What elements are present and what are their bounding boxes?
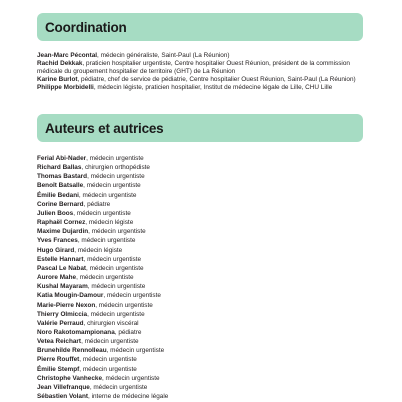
author-entry bbox=[37, 191, 364, 200]
person-name: Raphaël Cornez bbox=[37, 219, 86, 227]
person-name: Pascal Le Nabat bbox=[37, 264, 87, 272]
coordination-entry bbox=[37, 76, 364, 84]
person-name: Émilie Stempf bbox=[37, 365, 80, 373]
author-entry bbox=[37, 218, 364, 227]
author-entry bbox=[37, 282, 364, 291]
author-entry bbox=[37, 346, 364, 355]
author-entry bbox=[37, 355, 364, 364]
person-name: Noro Rakotomampionana bbox=[37, 328, 115, 336]
author-entry bbox=[37, 273, 364, 282]
author-entry bbox=[37, 246, 364, 255]
person-description: , médecin urgentiste bbox=[106, 347, 165, 355]
person-description: , médecin urgentiste bbox=[83, 182, 141, 190]
person-description: , médecin urgentiste bbox=[95, 301, 153, 309]
author-entry bbox=[37, 236, 364, 245]
author-entry bbox=[37, 337, 364, 346]
person-name: Kushal Mayaram bbox=[37, 283, 88, 291]
coordination-heading bbox=[37, 13, 363, 41]
author-entry bbox=[37, 154, 364, 163]
person-name: Philippe Morbidelli bbox=[37, 84, 94, 92]
coordination-list bbox=[37, 52, 364, 92]
person-name: Aurore Mahe bbox=[37, 274, 77, 282]
person-name: Corine Bernard bbox=[37, 200, 84, 208]
person-description: , médecin urgentiste bbox=[86, 264, 144, 272]
person-name: Christophe Vanhecke bbox=[37, 374, 102, 382]
auteurs-heading bbox=[37, 114, 363, 142]
person-name: Katia Mougin-Damour bbox=[37, 292, 104, 300]
person-description: , pédiatre bbox=[114, 328, 142, 336]
coordination-entry bbox=[37, 52, 364, 60]
coordination-entry bbox=[37, 60, 364, 76]
person-description: , médecin urgentiste bbox=[78, 191, 137, 199]
person-name: Émilie Bedani bbox=[37, 191, 79, 199]
person-description: , médecin urgentiste bbox=[86, 155, 144, 162]
person-name: Pierre Rouffet bbox=[37, 356, 80, 364]
person-description: , médecin urgentiste bbox=[103, 292, 161, 300]
auteurs-title: Auteurs et autrices bbox=[45, 120, 164, 136]
author-entry bbox=[37, 181, 364, 190]
author-entry bbox=[37, 328, 364, 337]
person-description: , médecin urgentiste bbox=[87, 310, 145, 318]
person-description: , médecin urgentiste bbox=[76, 274, 134, 282]
person-name: Julien Boos bbox=[37, 209, 74, 217]
author-entry bbox=[37, 310, 364, 319]
author-entry bbox=[37, 172, 364, 181]
person-description: , chirurgien orthopédiste bbox=[81, 164, 150, 172]
person-description: , médecin légiste bbox=[74, 246, 123, 254]
person-description: , médecin urgentiste bbox=[73, 209, 131, 217]
coordination-entry bbox=[37, 84, 364, 92]
person-description: , médecin légiste bbox=[85, 219, 134, 227]
person-description: , médecin généraliste, Saint-Paul (La Réunion) bbox=[97, 52, 230, 59]
author-entry bbox=[37, 319, 364, 328]
person-name: Thierry Olmiccia bbox=[37, 310, 88, 318]
person-description: , praticien hospitalier urgentiste, Centre hospitalier Ouest Réunion, président de la commission médicale du groupement hospitalier de territoire (GHT) de La Réunion bbox=[37, 60, 350, 76]
person-name: Thomas Bastard bbox=[37, 173, 88, 181]
person-name: Estelle Hannart bbox=[37, 255, 84, 263]
person-name: Jean Villefranque bbox=[37, 383, 90, 391]
person-description: , médecin urgentiste bbox=[81, 338, 139, 346]
author-entry bbox=[37, 383, 364, 392]
person-name: Benoît Batsalle bbox=[37, 182, 84, 190]
author-entry bbox=[37, 227, 364, 236]
person-name: Vetea Reichart bbox=[37, 338, 82, 346]
person-name: Ferial Abi-Nader bbox=[37, 155, 87, 162]
person-description: , médecin urgentiste bbox=[79, 365, 137, 373]
author-entry bbox=[37, 365, 364, 374]
person-description: , médecin urgentiste bbox=[87, 173, 145, 181]
person-name: Rachid Dekkak bbox=[37, 60, 83, 68]
person-description: , médecin urgentiste bbox=[89, 383, 148, 391]
person-description: , médecin légiste, praticien hospitalier, Institut de médecine légale de Lille, CHU Lille bbox=[93, 84, 333, 92]
person-name: Maxime Dujardin bbox=[37, 228, 89, 236]
person-name: Richard Ballas bbox=[37, 164, 82, 172]
person-description: , médecin urgentiste bbox=[83, 255, 142, 263]
author-entry bbox=[37, 209, 364, 218]
person-description: , médecin urgentiste bbox=[88, 228, 146, 236]
author-entry bbox=[37, 255, 364, 264]
author-entry bbox=[37, 374, 364, 383]
person-name: Marie-Pierre Nexon bbox=[37, 301, 96, 309]
person-name: Brunehilde Rennolleau bbox=[37, 347, 107, 355]
person-description: , chirurgien viscéral bbox=[83, 319, 139, 327]
person-description: , pédiatre, chef de service de pédiatrie, Centre hospitalier Ouest Réunion, Saint-Paul (La Réunion) bbox=[77, 76, 356, 84]
author-entry bbox=[37, 200, 364, 209]
person-description: , médecin urgentiste bbox=[77, 237, 136, 245]
person-name: Jean-Marc Pécontal bbox=[37, 52, 98, 59]
auteurs-list bbox=[37, 154, 364, 401]
person-name: Karine Burlot bbox=[37, 76, 78, 84]
person-name: Sébastien Volant bbox=[37, 393, 89, 401]
author-entry bbox=[37, 392, 364, 401]
person-name: Valérie Perraud bbox=[37, 319, 84, 327]
person-description: , médecin urgentiste bbox=[87, 283, 146, 291]
person-description: , interne de médecine légale bbox=[88, 393, 169, 401]
person-name: Hugo Girard bbox=[37, 246, 75, 254]
author-entry bbox=[37, 291, 364, 300]
author-entry bbox=[37, 301, 364, 310]
coordination-title: Coordination bbox=[45, 19, 127, 35]
author-entry bbox=[37, 264, 364, 273]
person-description: , médecin urgentiste bbox=[79, 356, 137, 364]
person-name: Yves Frances bbox=[37, 237, 78, 245]
person-description: , médecin urgentiste bbox=[102, 374, 160, 382]
person-description: , pédiatre bbox=[83, 200, 111, 208]
author-entry bbox=[37, 163, 364, 172]
